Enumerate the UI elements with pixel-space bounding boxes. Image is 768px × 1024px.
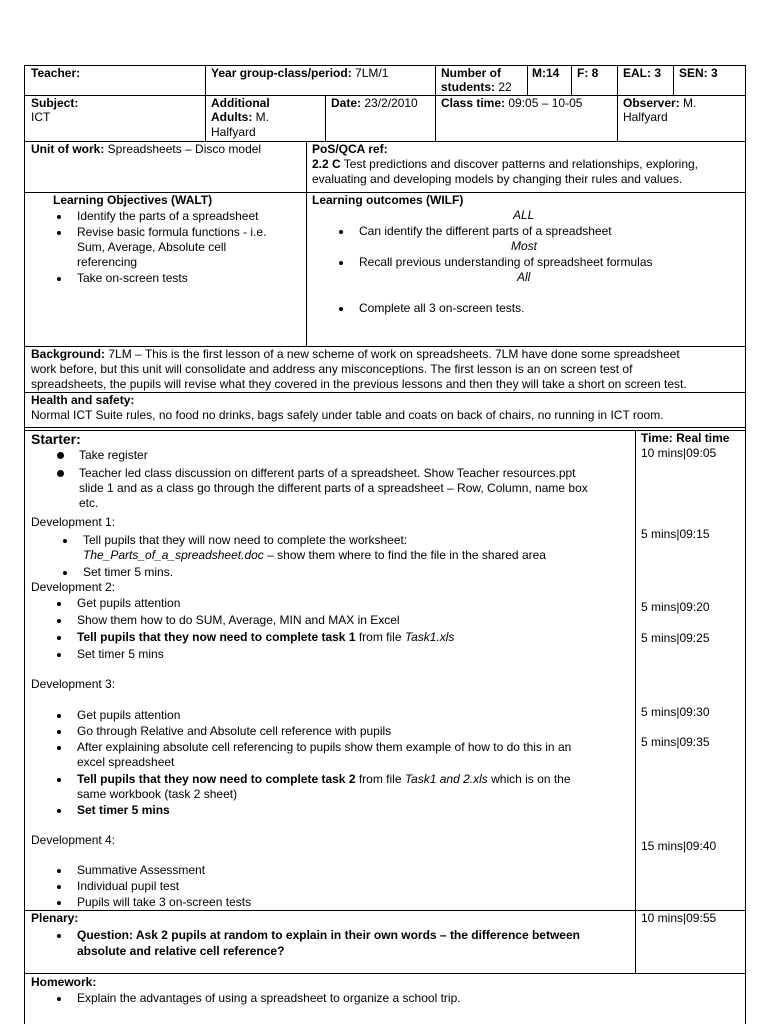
dev4-item: Summative Assessment xyxy=(77,863,206,877)
observer: Observer: M. xyxy=(623,96,697,110)
dev1-item-cont: The_Parts_of_a_spreadsheet.doc – show them where to find the file in the shared area xyxy=(83,548,546,562)
teacher-label: Teacher: xyxy=(31,66,81,80)
number-of-students-label: Number of xyxy=(441,66,501,80)
additional-adults: Adults: M. xyxy=(211,110,269,124)
lesson-date: Date: 23/2/2010 xyxy=(331,96,418,110)
pos-qca-ref-cont: evaluating and developing models by changing their rules and values. xyxy=(312,172,683,186)
objectives-label: Learning Objectives (WALT) xyxy=(53,193,213,207)
dev3-time: 5 mins|09:30 xyxy=(641,705,710,719)
dev2-item: Get pupils attention xyxy=(77,596,181,610)
outcome-item: Recall previous understanding of spreadsheet formulas xyxy=(359,255,653,269)
dev2-time: 5 mins|09:25 xyxy=(641,631,710,645)
subject-value: ICT xyxy=(31,110,51,124)
dev1-item: Set timer 5 mins. xyxy=(83,565,174,579)
outcome-level-all: All xyxy=(517,270,531,284)
starter-time: 10 mins|09:05 xyxy=(641,446,717,460)
objective-item: Identify the parts of a spreadsheet xyxy=(77,209,259,223)
outcomes-label: Learning outcomes (WILF) xyxy=(312,193,464,207)
dev4-item: Individual pupil test xyxy=(77,879,180,893)
unit-of-work: Unit of work: Spreadsheets – Disco model xyxy=(31,142,262,156)
dev3-item: Set timer 5 mins xyxy=(77,803,170,817)
pos-qca-label: PoS/QCA ref: xyxy=(312,142,388,156)
dev3-item-cont: same workbook (task 2 sheet) xyxy=(77,787,238,801)
dev3-time: 5 mins|09:35 xyxy=(641,735,710,749)
dev1-time: 5 mins|09:15 xyxy=(641,527,710,541)
development-1-label: Development 1: xyxy=(31,515,116,529)
sen-count: SEN: 3 xyxy=(679,66,718,80)
observer-name: Halfyard xyxy=(623,110,668,124)
outcome-level-all: ALL xyxy=(513,208,535,222)
homework-item: Explain the advantages of using a spreadsheet to organize a school trip. xyxy=(77,991,461,1005)
number-of-students: students: 22 xyxy=(441,80,512,94)
dev3-item: Tell pupils that they now need to complete task 2 from file Task1 and 2.xls which is on the xyxy=(77,772,571,786)
starter-item: Take register xyxy=(79,448,148,462)
background-cont: work before, but this unit will consolidate and address any misconceptions. The first lesson is an on screen test of xyxy=(31,362,633,376)
health-safety-label: Health and safety: xyxy=(31,393,135,407)
outcome-item: Complete all 3 on-screen tests. xyxy=(359,301,525,315)
dev2-time: 5 mins|09:20 xyxy=(641,600,710,614)
subject-label: Subject: xyxy=(31,96,79,110)
female-count: F: 8 xyxy=(577,66,599,80)
homework-label: Homework: xyxy=(31,975,97,989)
objective-item: Revise basic formula functions - i.e. xyxy=(77,225,267,239)
time-column-header: Time: Real time xyxy=(641,431,730,445)
objective-item-cont: Sum, Average, Absolute cell xyxy=(77,240,227,254)
starter-item-cont: etc. xyxy=(79,496,99,510)
development-2-label: Development 2: xyxy=(31,580,116,594)
starter-label: Starter: xyxy=(31,431,81,447)
dev3-item-cont: excel spreadsheet xyxy=(77,755,175,769)
plenary-question-cont: absolute and relative cell reference? xyxy=(77,944,285,958)
class-time: Class time: 09:05 – 10-05 xyxy=(441,96,583,110)
dev3-item: Go through Relative and Absolute cell reference with pupils xyxy=(77,724,392,738)
health-safety-text: Normal ICT Suite rules, no food no drinks, bags safely under table and coats on back of chairs, no running in ICT room. xyxy=(31,408,664,422)
additional-adults-label: Additional xyxy=(211,96,270,110)
male-count: M:14 xyxy=(532,66,560,80)
plenary-time: 10 mins|09:55 xyxy=(641,911,717,925)
dev4-time: 15 mins|09:40 xyxy=(641,839,717,853)
additional-adults-name: Halfyard xyxy=(211,125,256,139)
objective-item: Take on-screen tests xyxy=(77,271,188,285)
starter-item: Teacher led class discussion on different parts of a spreadsheet. Show Teacher resources.ppt xyxy=(79,466,576,480)
year-group: Year group-class/period: 7LM/1 xyxy=(211,66,389,80)
development-4-label: Development 4: xyxy=(31,833,116,847)
dev3-item: Get pupils attention xyxy=(77,708,181,722)
pos-qca-ref: 2.2 C Test predictions and discover patterns and relationships, exploring, xyxy=(312,157,699,171)
dev3-item: After explaining absolute cell referencing to pupils show them example of how to do this in an xyxy=(77,740,572,754)
background-cont: spreadsheets, the pupils will revise what they covered in the previous lessons and then they will take a short on screen test. xyxy=(31,377,687,391)
dev2-item: Tell pupils that they now need to complete task 1 from file Task1.xls xyxy=(77,630,455,644)
development-3-label: Development 3: xyxy=(31,677,116,691)
outcome-level-most: Most xyxy=(511,239,538,253)
plenary-label: Plenary: xyxy=(31,911,79,925)
dev4-item: Pupils will take 3 on-screen tests xyxy=(77,895,252,909)
starter-item-cont: slide 1 and as a class go through the different parts of a spreadsheet – Row, Column, name box xyxy=(79,481,588,495)
outcome-item: Can identify the different parts of a spreadsheet xyxy=(359,224,612,238)
dev2-item: Set timer 5 mins xyxy=(77,647,164,661)
dev2-item: Show them how to do SUM, Average, MIN and MAX in Excel xyxy=(77,613,400,627)
background: Background: 7LM – This is the first lesson of a new scheme of work on spreadsheets. 7LM have done some spreadsheet xyxy=(31,347,680,361)
objective-item-cont: referencing xyxy=(77,255,138,269)
eal-count: EAL: 3 xyxy=(623,66,662,80)
plenary-question: Question: Ask 2 pupils at random to explain in their own words – the difference between xyxy=(77,928,580,942)
dev1-item: Tell pupils that they will now need to complete the worksheet: xyxy=(83,533,408,547)
